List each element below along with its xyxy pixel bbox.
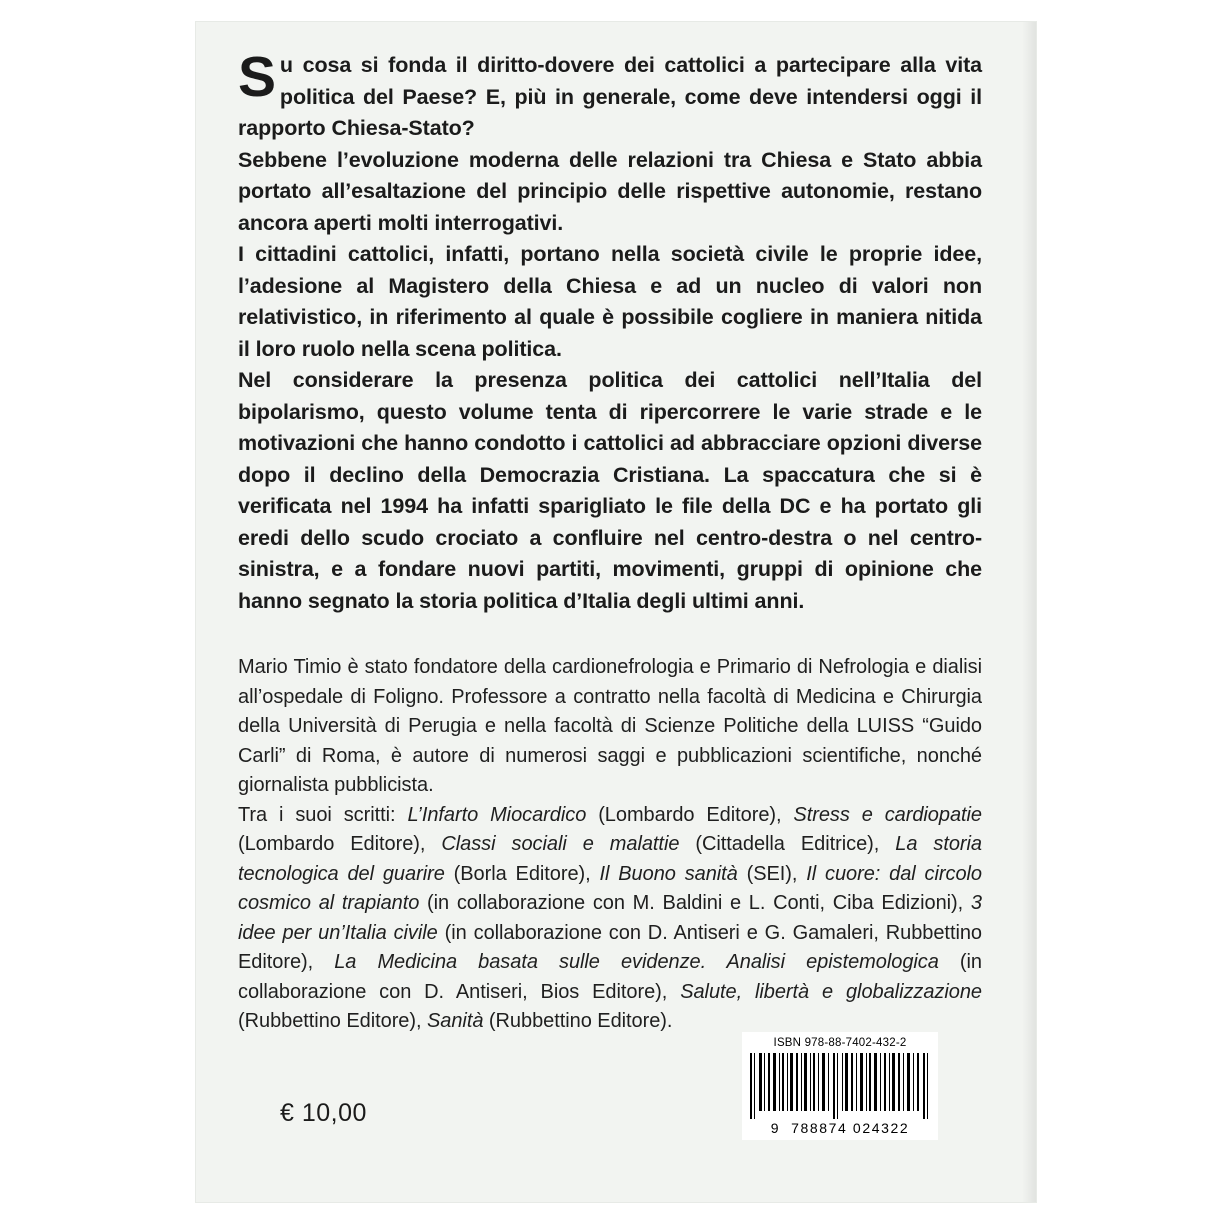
drop-cap: S xyxy=(238,45,276,109)
price-label: € 10,00 xyxy=(280,1099,367,1127)
isbn-label: ISBN 978-88-7402-432-2 xyxy=(773,1037,907,1049)
work-publisher: (SEI), xyxy=(737,862,807,885)
barcode-block xyxy=(742,1032,938,1140)
work-title: La Medicina basata sulle evidenze. Analisi epistemologica xyxy=(334,951,939,973)
work-title: Sanità xyxy=(427,1010,484,1032)
work-publisher: (Rubbettino Editore), xyxy=(238,1010,427,1032)
blurb-text xyxy=(238,45,982,617)
barcode-digits xyxy=(742,1119,938,1140)
work-title: Il Buono sanità xyxy=(599,862,738,885)
blurb-paragraph-2: Sebbene l’evoluzione moderna delle relazioni tra Chiesa e Stato abbia portato all’esaltazione del principio delle rispettive autonomie, restano ancora aperti molti interrogativi. xyxy=(238,147,982,235)
work-publisher: (Lombardo Editore), xyxy=(586,803,794,826)
blurb-paragraph-4: Nel considerare la presenza politica dei cattolici nell’Italia del bipolarismo, questo volume tenta di ripercorrere le varie strade e le motivazioni che hanno condotto i cattolici ad abbracciare opzioni diverse dopo il declino della Democrazia Cristiana. La spaccatura che si è verificata nel 1994 ha infatti sparigliato le file della DC e ha portato gli eredi dello scudo crociato a confluire nel centro-destra o nel centro-sinistra, e a fondare nuovi partiti, movimenti, gruppi di opinione che hanno segnato la storia politica d’Italia degli ultimi anni. xyxy=(238,368,982,613)
work-title: Classi sociali e malattie xyxy=(441,833,680,855)
barcode-digit-left: 9 xyxy=(770,1120,781,1136)
author-bio-paragraph: Mario Timio è stato fondatore della cardionefrologia e Primario di Nefrologia e dialisi all’ospedale di Foligno. Professore a contratto nella facoltà di Medicina e Chirurgia della Università di Perugia e nella facoltà di Scienze Politiche della LUISS “Guido Carli” di Roma, è autore di numerosi saggi e pubblicazioni scientifiche, nonché giornalista pubblicista. xyxy=(238,656,982,796)
work-publisher: (Cittadella Editrice), xyxy=(679,833,896,855)
work-publisher: (in collaborazione con D. Antiseri e G. Gamaleri, Rubbettino Editore), xyxy=(238,921,982,973)
work-title: La storia tecnologica del guarire xyxy=(238,833,982,885)
work-title: Salute, libertà e globalizzazione xyxy=(680,980,982,1003)
cover-content xyxy=(238,45,982,1174)
blurb-paragraph-1-text: u cosa si fonda il diritto-dovere dei cattolici a partecipare alla vita politica del Paese? E, più in generale, come deve intendersi oggi il rapporto Chiesa-Stato? xyxy=(238,53,982,140)
barcode-digit-main: 788874 024322 xyxy=(791,1120,910,1136)
work-title: Stress e cardiopatie xyxy=(793,803,982,826)
blurb-paragraph-3: I cittadini cattolici, infatti, portano nella società civile le proprie idee, l’adesione al Magistero della Chiesa e ad un nucleo di valori non relativistico, in riferimento al quale è possibile cogliere in maniera nitida il loro ruolo nella scena politica. xyxy=(238,242,982,361)
works-container xyxy=(238,804,982,1033)
work-title: L’Infarto Miocardico xyxy=(407,803,587,826)
work-publisher: (in collaborazione con M. Baldini e L. Conti, Ciba Edizioni), xyxy=(419,892,971,914)
work-publisher: (Rubbettino Editore). xyxy=(483,1010,673,1032)
author-bio xyxy=(238,653,982,1037)
barcode-icon xyxy=(742,1053,938,1119)
work-publisher: (in collaborazione con D. Antiseri, Bios Editore), xyxy=(238,951,982,1003)
blurb-paragraph-1 xyxy=(238,45,982,145)
book-back-cover xyxy=(196,22,1036,1202)
works-intro: Tra i suoi scritti: xyxy=(238,803,408,826)
work-title: Il cuore: dal circolo cosmico al trapianto xyxy=(238,862,982,914)
work-title: 3 idee per un’Italia civile xyxy=(238,892,982,944)
author-works-list xyxy=(238,801,982,1037)
work-publisher: (Borla Editore), xyxy=(444,862,600,885)
work-publisher: (Lombardo Editore), xyxy=(238,833,442,855)
